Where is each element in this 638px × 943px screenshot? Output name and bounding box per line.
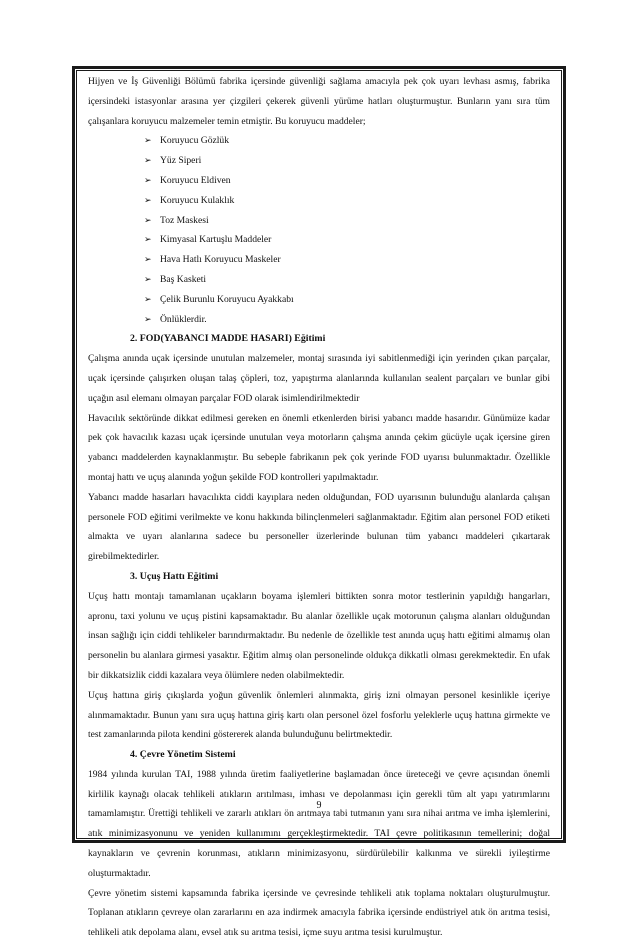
list-item-label: Yüz Siperi [160,155,202,167]
section-heading: 2. FOD(YABANCI MADDE HASARI) Eğitimi [130,333,326,345]
section-heading: 3. Uçuş Hattı Eğitimi [130,570,219,582]
arrow-bullet-icon: ➢ [144,174,152,185]
arrow-bullet-icon: ➢ [144,234,152,245]
section-paragraph: Çevre yönetim sistemi kapsamında fabrika içersinde ve çevresinde tehlikeli atık toplama noktaları oluşturulmuştur. Toplanan atıkların çevreye olan zararlarını en aza indirmek amacıyla fabrika içersinde endüstriyel atık ön arıtma tesisi, tehlikeli atık depolama alanı, evsel atık su arıtma tesisi, içme suyu arıtma tesisi kurulmuştur. [88,887,550,939]
list-item-label: Kimyasal Kartuşlu Maddeler [160,234,272,246]
arrow-bullet-icon: ➢ [144,155,152,166]
arrow-bullet-icon: ➢ [144,254,152,265]
list-item [144,171,550,191]
section-paragraph: Çalışma anında uçak içersinde unutulan malzemeler, montaj sırasında iyi sabitlenmediği için yerinden çıkan parçalar, uçak içersinde çalışırken oluşan talaş çöpleri, toz, yapıştırma alanlarında kullanılan sealent parçaları ve bunlar gibi uçağın asıl elemanı olmayan parçalar FOD olarak isimlendirilmektedir [88,353,550,404]
list-item-label: Toz Maskesi [160,214,209,226]
arrow-bullet-icon: ➢ [144,194,152,205]
section-paragraph: Yabancı madde hasarları havacılıkta ciddi kayıplara neden olduğundan, FOD uyarısının bulunduğu alanlarda çalışan personele FOD eğitimi verilmekte ve konu hakkında bilinçlenmeleri sağlanmaktadır. Eğitim alan personel FOD etiketi almakta ve uyarı alanlarına sadece bu personeller üzerlerinde bulunan tüm yabancı maddeleri çıkartarak girebilmektedirler. [88,491,550,563]
list-item [144,290,550,310]
section-paragraph: Uçuş hattı montajı tamamlanan uçakların boyama işlemleri bittikten sonra motor testlerinin yapıldığı hangarları, apronu, taxi yolunu ve uçuş pistini kapsamaktadır. Bu alanlar özellikle uçak motorunun çalışma alanları olduğundan insan sağlığı için ciddi tehlikeler barındırmaktadır. Bu nedenle de özellikle test anında uçuş hattı eğitimi almamış olan personelin bu alanlara girmesi yasaktır. Eğitim almış olan personelinde oldukça dikkatli olması gerekmektedir. En ufak bir dikkatsizlik ciddi kazalara veya ölümlere neden olabilmektedir. [88,590,550,681]
document-body [88,72,550,943]
protective-equipment-list [88,131,550,329]
section-paragraph: 1984 yılında kurulan TAI, 1988 yılında üretim faaliyetlerine başlamadan önce üreteceği ve çevre açısından önemli kirlilik kaynağı olacak tehlikeli atıkların arıtılması, imhası ve depolanması için gerekli tüm alt yapı yatırımlarını tamamlamıştır. Ürettiği tehlikeli ve zararlı atıkları ön arıtmaya tabi tutmanın yanı sıra nihai arıtma ve imha işlemlerini, atık minimizasyonunu ve yeniden kullanımını gerçekleştirmektedir. TAI çevre politikasının temellerini; doğal kaynakların ve çevrenin korunması, atıkların minimizasyonu, sürdürülebilir kalkınma ve sürekli iyileştirme oluşturmaktadır. [88,768,550,879]
arrow-bullet-icon: ➢ [144,293,152,304]
arrow-bullet-icon: ➢ [144,273,152,284]
list-item [144,310,550,330]
list-item [144,230,550,250]
list-item-label: Çelik Burunlu Koruyucu Ayakkabı [160,293,294,305]
arrow-bullet-icon: ➢ [144,135,152,146]
section-heading: 4. Çevre Yönetim Sistemi [130,749,236,761]
list-item-label: Koruyucu Gözlük [160,135,230,147]
list-item-label: Hava Hatlı Koruyucu Maskeler [160,254,281,266]
arrow-bullet-icon: ➢ [144,313,152,324]
list-item-label: Koruyucu Eldiven [160,174,231,186]
page-number: 9 [316,800,322,811]
list-item-label: Önlüklerdir. [160,313,207,325]
list-item [144,250,550,270]
list-item [144,191,550,211]
intro-paragraph: Hijyen ve İş Güvenliği Bölümü fabrika içersinde güvenliği sağlama amacıyla pek çok uyarı levhası asmış, fabrika içersindeki istasyonlar arasına yer çizgileri çekerek güvenli yürüme hatları oluşturmuştur. Bunların yanı sıra tüm çalışanlara koruyucu malzemeler temin etmiştir. Bu koruyucu maddeler; [88,76,550,127]
list-item-label: Baş Kasketi [160,273,207,285]
section-paragraph: Uçuş hattına giriş çıkışlarda yoğun güvenlik önlemleri alınmakta, giriş izni olmayan personel kesinlikle içeriye alınmamaktadır. Bunun yanı sıra uçuş hattına giriş kartı olan personel özel fosforlu yeleklerle uçuş hattına girmekte ve test zamanlarında pilota kendini göstererek alanda bulunduğunu belirtmektedir. [88,689,550,741]
sections-container [88,329,550,943]
list-item [144,151,550,171]
list-item [144,131,550,151]
arrow-bullet-icon: ➢ [144,214,152,225]
list-item-label: Koruyucu Kulaklık [160,194,235,206]
list-item [144,270,550,290]
section-paragraph: Havacılık sektöründe dikkat edilmesi gereken en önemli etkenlerden birisi yabancı madde hasarıdır. Günümüze kadar pek çok havacılık kazası uçak içersinde unutulan veya motorların çalışma anında çekim gücüyle uçak içersine giren yabancı maddelerden kaynaklanmıştır. Bu sebeple fabrikanın pek çok yerinde FOD uyarısı bulunmaktadır. Özellikle montaj hattı ve uçuş alanında yoğun şekilde FOD kontrolleri yapılmaktadır. [88,412,550,483]
list-item [144,211,550,231]
